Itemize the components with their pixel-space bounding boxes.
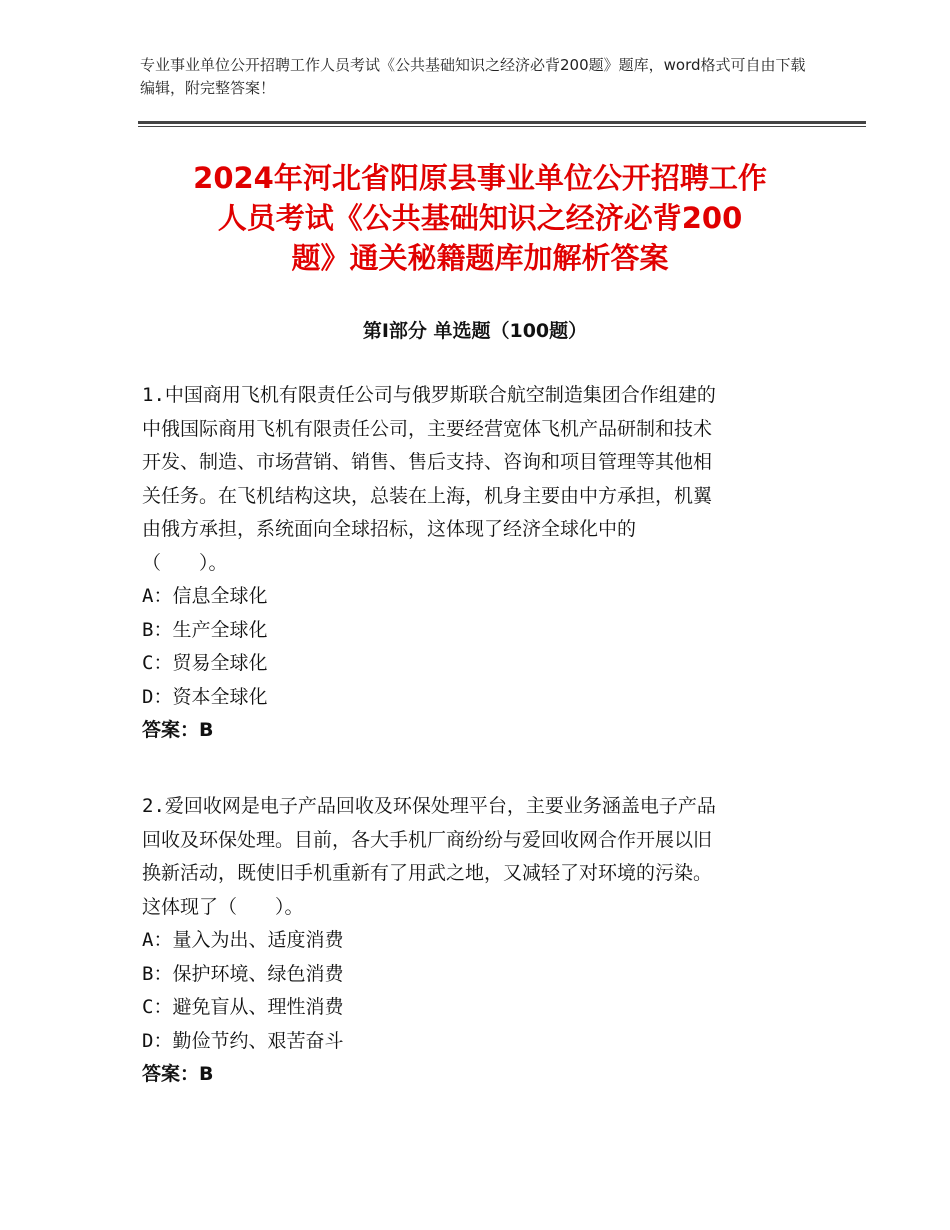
header-rule-thin (138, 126, 866, 127)
option-c: C：避免盲从、理性消费 (142, 996, 344, 1018)
question-line: 这体现了（ ）。 (142, 895, 304, 918)
answer: 答案：B (142, 719, 214, 741)
option-d: D：勤俭节约、艰苦奋斗 (142, 1029, 344, 1052)
header-rule-thick (138, 121, 866, 124)
option-b: B：保护环境、绿色消费 (142, 962, 344, 985)
question-line: 开发、制造、市场营销、销售、售后支持、咨询和项目管理等其他相 (142, 451, 713, 473)
question-line: 2.爱回收网是电子产品回收及环保处理平台，主要业务涵盖电子产品 (142, 795, 716, 817)
title-line: 人员考试《公共基础知识之经济必背200 (217, 201, 743, 235)
section-title: 第Ⅰ部分 单选题（100题） (362, 320, 588, 342)
option-c: C：贸易全球化 (142, 652, 268, 674)
question-line: 换新活动，既使旧手机重新有了用武之地，又减轻了对环境的污染。 (142, 862, 713, 884)
question-1 (142, 379, 822, 748)
title-line: 2024年河北省阳原县事业单位公开招聘工作 (193, 161, 767, 195)
question-line: （ ）。 (142, 551, 228, 574)
question-line: 由俄方承担，系统面向全球招标，这体现了经济全球化中的 (142, 518, 637, 540)
option-d: D：资本全球化 (142, 685, 268, 708)
title-line: 题》通关秘籍题库加解析答案 (291, 241, 669, 275)
option-a: A：量入为出、适度消费 (142, 929, 344, 951)
question-2 (142, 790, 822, 1092)
header-note: 专业事业单位公开招聘工作人员考试《公共基础知识之经济必背200题》题库，word格式可自由下载编辑，附完整答案！ (140, 56, 806, 97)
document-title (110, 158, 850, 278)
question-line: 1.中国商用飞机有限责任公司与俄罗斯联合航空制造集团合作组建的 (142, 384, 716, 406)
answer: 答案：B (142, 1063, 214, 1085)
option-b: B：生产全球化 (142, 618, 268, 641)
question-line: 中俄国际商用飞机有限责任公司，主要经营宽体飞机产品研制和技术 (142, 417, 713, 440)
question-line: 关任务。在飞机结构这块，总装在上海，机身主要由中方承担，机翼 (142, 484, 713, 507)
option-a: A：信息全球化 (142, 585, 268, 607)
question-line: 回收及环保处理。目前，各大手机厂商纷纷与爱回收网合作开展以旧 (142, 828, 713, 851)
